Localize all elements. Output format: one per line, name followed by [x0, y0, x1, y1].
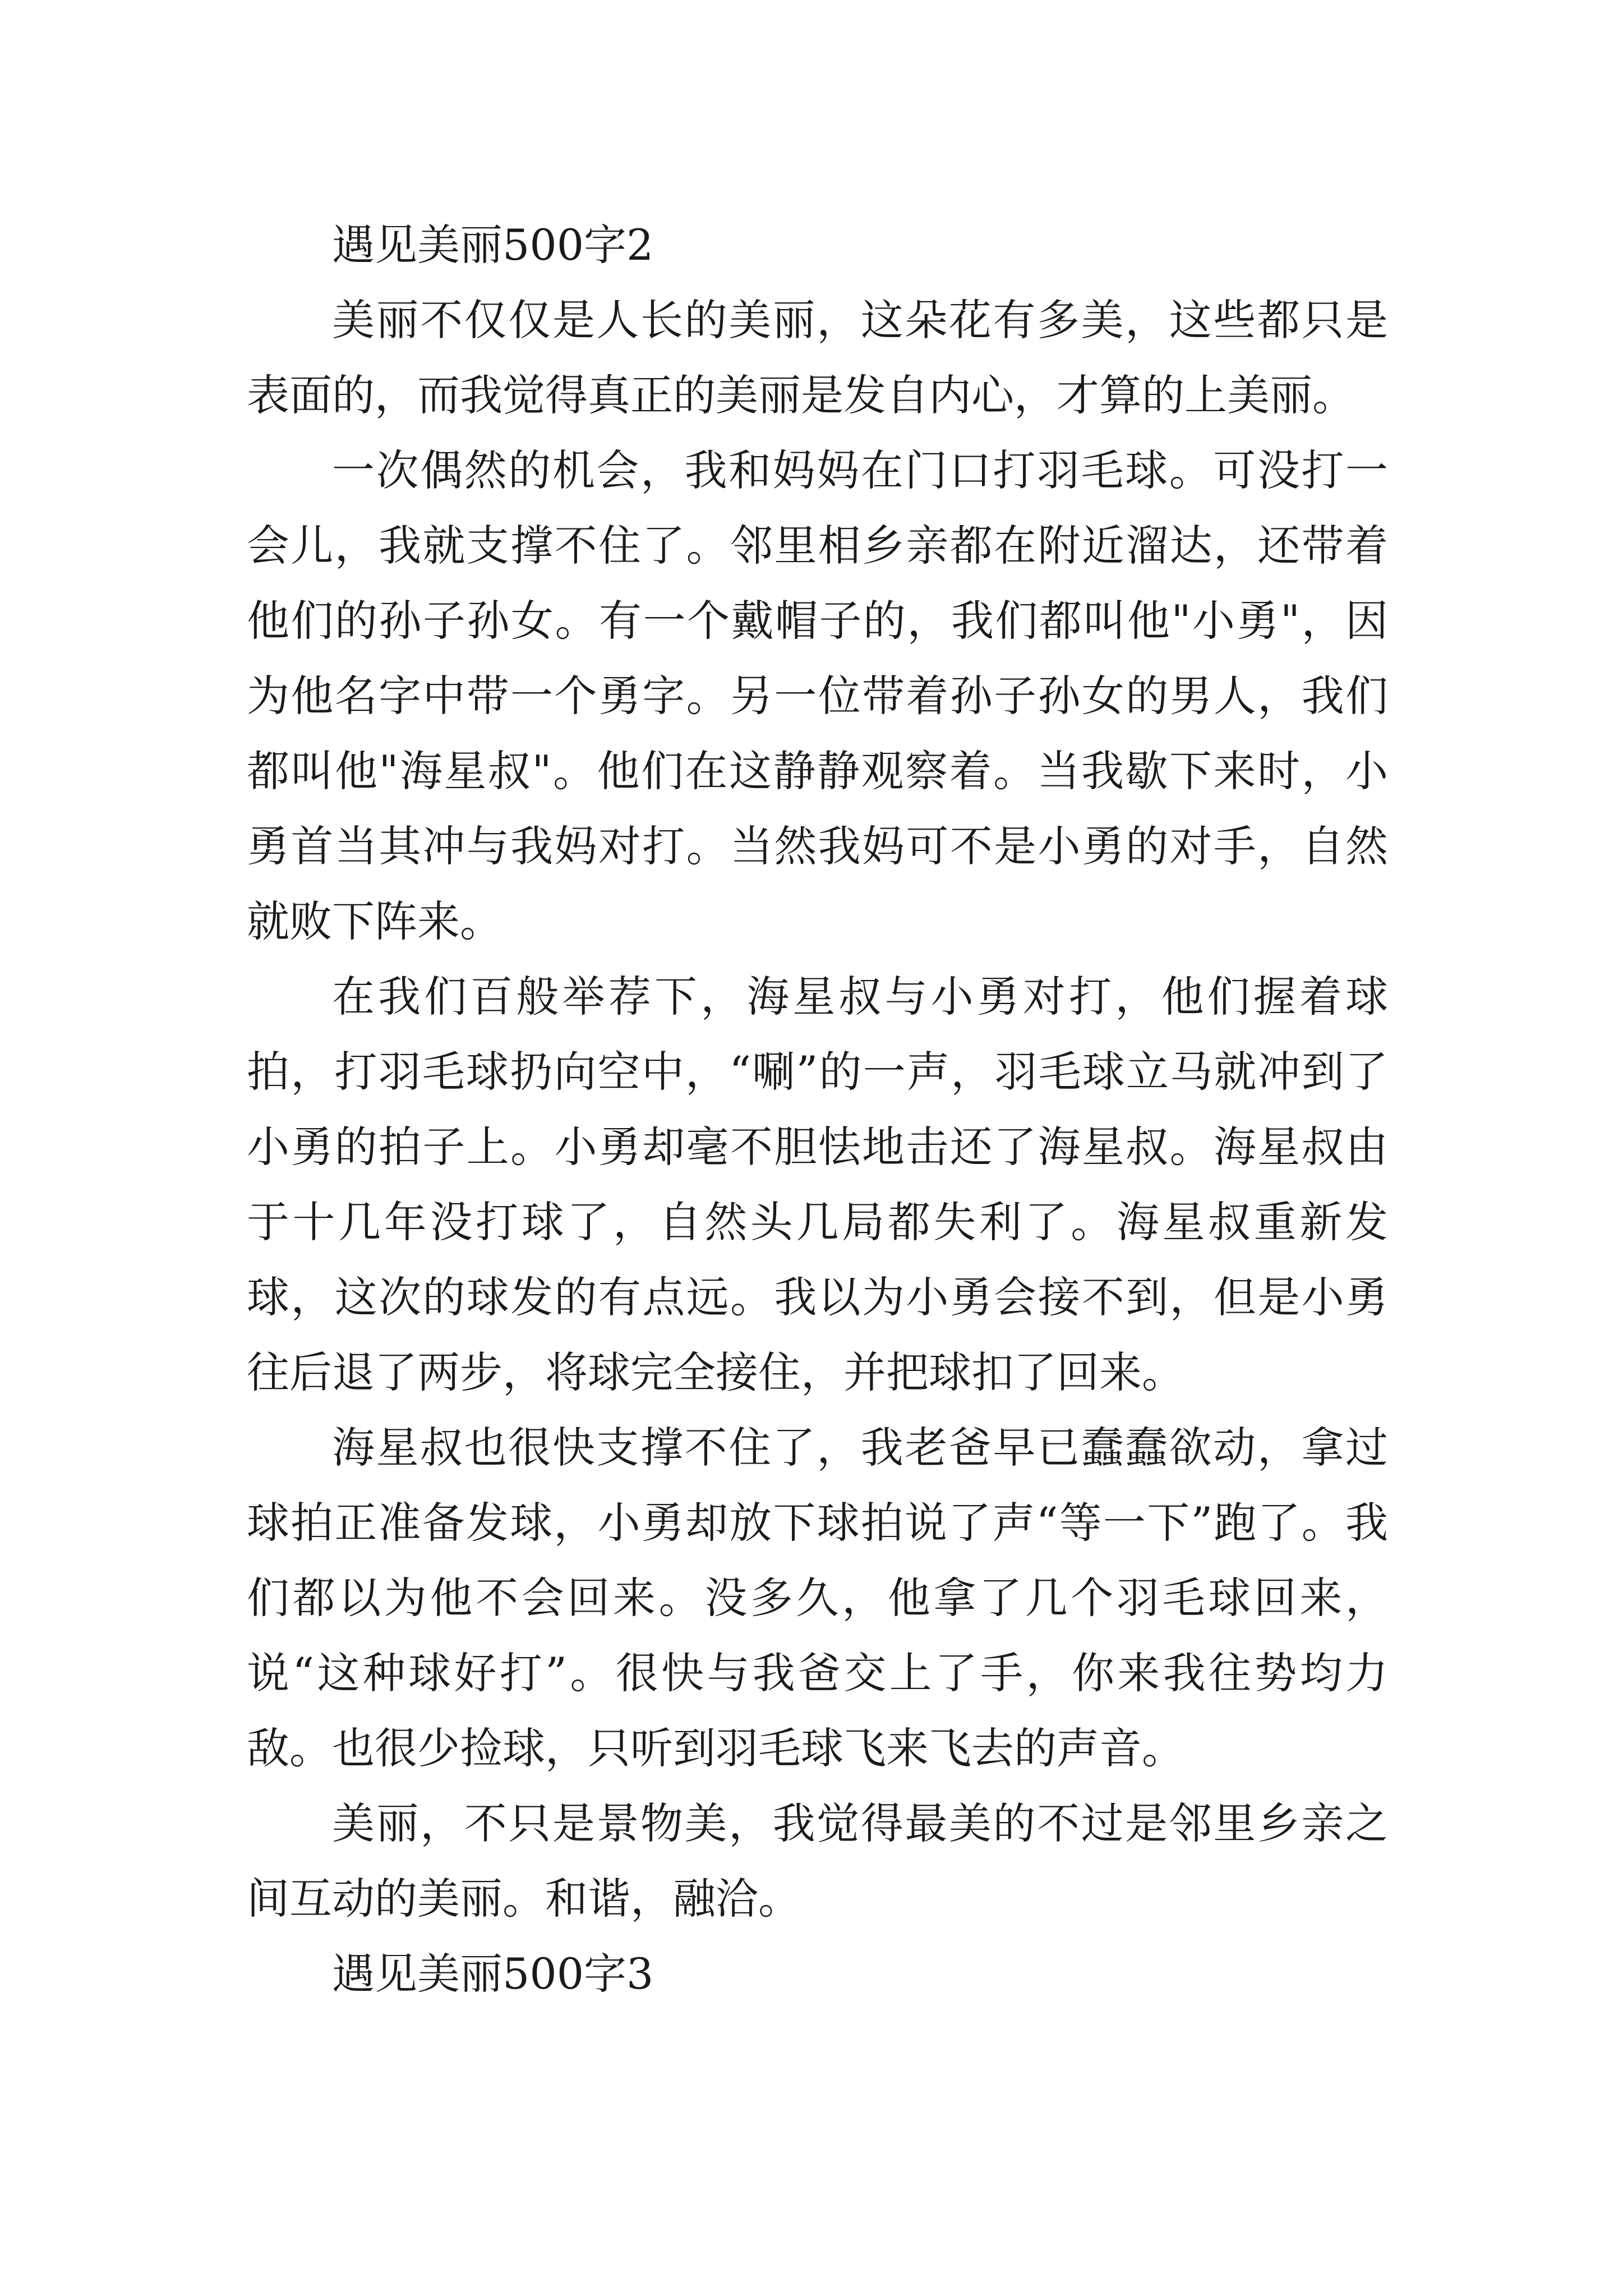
section-heading-2: 遇见美丽500字2 [332, 220, 654, 270]
paragraph-1: 美丽不仅仅是人长的美丽，这朵花有多美，这些都只是表面的，而我觉得真正的美丽是发自内心，才算的上美丽。 [247, 295, 1388, 420]
paragraph-5: 美丽，不只是景物美，我觉得最美的不过是邻里乡亲之间互动的美丽。和谐，融洽。 [247, 1798, 1388, 1924]
section-heading-3: 遇见美丽500字3 [332, 1949, 654, 1999]
paragraph-2: 一次偶然的机会，我和妈妈在门口打羽毛球。可没打一会儿，我就支撑不住了。邻里相乡亲都在附近溜达，还带着他们的孙子孙女。有一个戴帽子的，我们都叫他"小勇"，因为他名字中带一个勇字。另一位带着孙子孙女的男人，我们都叫他"海星叔"。他们在这静静观察着。当我歇下来时，小勇首当其冲与我妈对打。当然我妈可不是小勇的对手，自然就败下阵来。 [247, 445, 1388, 946]
paragraph-3: 在我们百般举荐下，海星叔与小勇对打，他们握着球拍，打羽毛球扔向空中，“唰”的一声，羽毛球立马就冲到了小勇的拍子上。小勇却毫不胆怯地击还了海星叔。海星叔由于十几年没打球了，自然头几局都失利了。海星叔重新发球，这次的球发的有点远。我以为小勇会接不到，但是小勇往后退了两步，将球完全接住，并把球扣了回来。 [247, 972, 1388, 1397]
document-body [247, 208, 1388, 2012]
paragraph-4: 海星叔也很快支撑不住了，我老爸早已蠢蠢欲动，拿过球拍正准备发球，小勇却放下球拍说了声“等一下”跑了。我们都以为他不会回来。没多久，他拿了几个羽毛球回来，说“这种球好打”。很快与我爸交上了手，你来我往势均力敌。也很少捡球，只听到羽毛球飞来飞去的声音。 [247, 1423, 1388, 1773]
